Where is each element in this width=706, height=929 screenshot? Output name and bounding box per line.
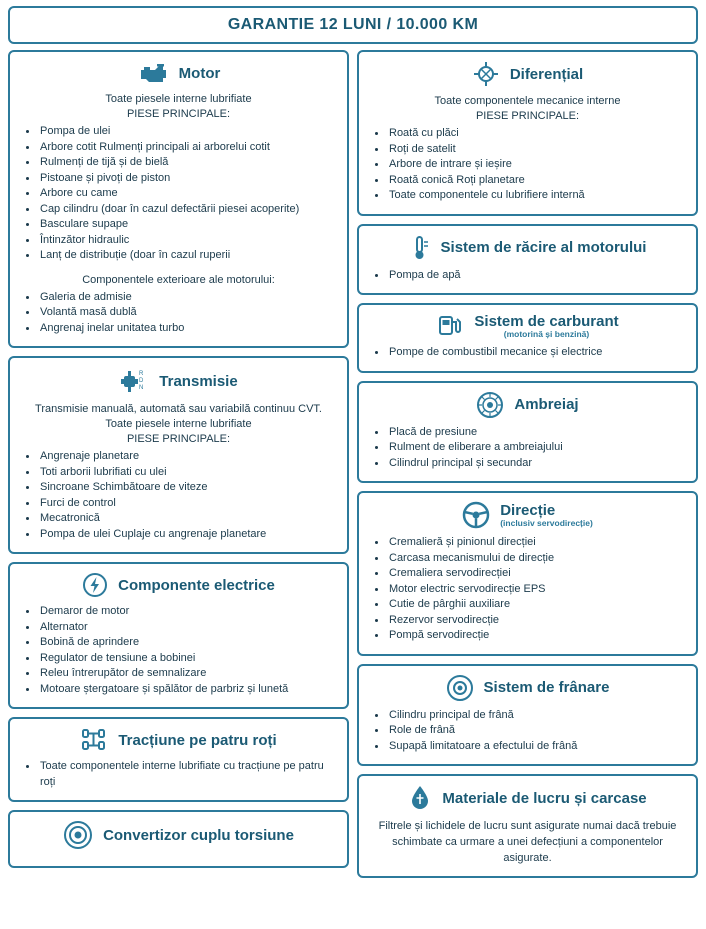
svg-text:R: R — [139, 371, 144, 377]
card-subsection: Componentele exterioare ale motorului: — [82, 273, 275, 286]
card-header — [20, 572, 337, 598]
card-header — [369, 674, 686, 702]
list-item: • Bobină de aprindere — [38, 635, 337, 651]
list-item: • Basculare supape — [38, 217, 337, 233]
card-subtitle: (motorină și benzină) — [503, 329, 590, 339]
card-convertizor-cuplu — [8, 810, 349, 868]
list-item: • Toate componentele interne lubrifiate cu tracțiune pe patru roți — [38, 759, 337, 790]
card-list — [20, 759, 337, 790]
list-item: • Carcasa mecanismului de direcție — [387, 551, 686, 567]
list-item: • Cutie de pârghii auxiliare — [387, 597, 686, 613]
thermometer-icon — [409, 234, 431, 262]
list-item: • Alternator — [38, 620, 337, 636]
card-header — [20, 366, 337, 396]
content-columns — [8, 50, 698, 878]
list-item: • Pompa de ulei Cuplaje cu angrenaje planetare — [38, 527, 337, 543]
card-title: Sistem de răcire al motorului — [440, 239, 647, 256]
card-header — [20, 820, 337, 850]
differential-icon — [472, 60, 500, 88]
card-line: Toate componentele mecanice interne — [434, 95, 621, 107]
list-item: • Pompe de combustibil mecanice și electrice — [387, 345, 686, 361]
list-item: • Releu întrerupător de semnalizare — [38, 666, 337, 682]
card-motor — [8, 50, 349, 348]
list-item: • Cilindru principal de frână — [387, 708, 686, 724]
card-title: Ambreiaj — [514, 396, 579, 413]
card-title: Tracțiune pe patru roți — [118, 731, 277, 749]
card-list — [369, 268, 686, 284]
list-item: • Arbore cu came — [38, 186, 337, 202]
torque-converter-icon — [63, 820, 93, 850]
card-title: Sistem de carburant — [474, 313, 619, 330]
steering-wheel-icon — [462, 501, 490, 529]
list-item: • Angrenaje planetare — [38, 449, 337, 465]
engine-icon — [137, 60, 169, 86]
list-item: • Toti arborii lubrifiati cu ulei — [38, 465, 337, 481]
card-title: Materiale de lucru și carcase — [442, 789, 647, 807]
card-title: Direcție — [500, 502, 556, 519]
card-line: Toate piesele interne lubrifiate — [105, 418, 252, 430]
card-list — [20, 124, 337, 264]
list-item: • Cremaliera servodirecției — [387, 566, 686, 582]
card-directie — [357, 491, 698, 656]
card-transmisie — [8, 356, 349, 554]
list-item: • Arbore cotit Rulmenți principali ai arborelui cotit — [38, 140, 337, 156]
list-item: • Roată cu plăci — [387, 126, 686, 142]
svg-text:N: N — [139, 385, 144, 391]
page-title: GARANTIE 12 LUNI / 10.000 KM — [227, 16, 479, 33]
card-line: Toate piesele interne lubrifiate — [105, 93, 252, 105]
list-item: • Cilindrul principal și secundar — [387, 456, 686, 472]
list-item: • Placă de presiune — [387, 425, 686, 441]
card-diferential — [357, 50, 698, 216]
brake-disc-icon — [446, 674, 474, 702]
fuel-pump-icon — [436, 313, 464, 339]
list-item: • Sincroane Schimbătoare de viteze — [38, 480, 337, 496]
card-list — [369, 708, 686, 755]
list-item: • Toate componentele cu lubrifiere internă — [387, 188, 686, 204]
parts-label: PIESE PRINCIPALE: — [126, 433, 231, 445]
list-item: • Rulmenți de tijă și de bielă — [38, 155, 337, 171]
card-header — [369, 784, 686, 812]
list-item: • Galeria de admisie — [38, 290, 337, 306]
card-title: Motor — [178, 64, 221, 82]
card-header — [20, 727, 337, 753]
card-list — [369, 425, 686, 472]
list-item: • Supapă limitatoare a efectului de frână — [387, 739, 686, 755]
card-sistem-racire — [357, 224, 698, 296]
list-item: • Mecatronică — [38, 511, 337, 527]
list-item: • Pompa de apă — [387, 268, 686, 284]
card-title: Convertizor cuplu torsiune — [103, 826, 294, 844]
clutch-icon — [476, 391, 504, 419]
card-title: Componente electrice — [118, 576, 275, 594]
card-componente-electrice — [8, 562, 349, 709]
list-item: • Motoare ștergatoare și spălător de parbriz și lunetă — [38, 682, 337, 698]
card-sistem-franare — [357, 664, 698, 767]
list-item: • Furci de control — [38, 496, 337, 512]
list-item: • Pistoane și pivoți de piston — [38, 171, 337, 187]
card-list — [369, 345, 686, 361]
card-header — [369, 501, 686, 529]
card-list-secondary — [20, 290, 337, 337]
list-item: • Role de frână — [387, 723, 686, 739]
list-item: • Demaror de motor — [38, 604, 337, 620]
list-item: • Lanț de distribuție (doar în cazul ruperii — [38, 248, 337, 264]
document-header — [8, 6, 698, 44]
gearbox-icon — [119, 366, 149, 396]
card-tractiune-patru-roti — [8, 717, 349, 802]
card-header — [369, 60, 686, 88]
left-column — [8, 50, 349, 868]
list-item: • Angrenaj inelar unitatea turbo — [38, 321, 337, 337]
card-title: Sistem de frânare — [483, 679, 610, 696]
list-item: • Întinzător hidraulic — [38, 233, 337, 249]
list-item: • Pompă servodirecție — [387, 628, 686, 644]
list-item: • Cremalieră și pinionul direcției — [387, 535, 686, 551]
oil-drop-icon — [408, 784, 432, 812]
card-subtitle: (inclusiv servodirecție) — [500, 518, 593, 528]
card-title: Transmisie — [159, 372, 238, 390]
card-list — [369, 535, 686, 644]
list-item: • Cap cilindru (doar în cazul defectării piesei acoperite) — [38, 202, 337, 218]
list-item: • Regulator de tensiune a bobinei — [38, 651, 337, 667]
list-item: • Motor electric servodirecție EPS — [387, 582, 686, 598]
list-item: • Volantă masă dublă — [38, 305, 337, 321]
four-wheel-drive-icon — [80, 727, 108, 753]
card-list — [369, 126, 686, 204]
svg-text:D: D — [139, 378, 144, 384]
list-item: • Arbore de intrare și ieșire — [387, 157, 686, 173]
right-column — [357, 50, 698, 878]
list-item: • Roți de satelit — [387, 142, 686, 158]
list-item: • Roată conică Roți planetare — [387, 173, 686, 189]
card-note: Filtrele și lichidele de lucru sunt asigurate numai dacă trebuie schimbate ca urmare a unei defecțiuni a componentelor asigurate. — [378, 820, 677, 864]
card-materiale-lucru — [357, 774, 698, 878]
card-list — [20, 604, 337, 697]
card-list — [20, 449, 337, 542]
card-line: Transmisie manuală, automată sau variabilă continuu CVT. — [35, 403, 322, 415]
card-ambreiaj — [357, 381, 698, 484]
card-header — [369, 391, 686, 419]
parts-label: PIESE PRINCIPALE: — [126, 108, 231, 120]
card-header — [369, 234, 686, 262]
lightning-icon — [82, 572, 108, 598]
card-sistem-carburant — [357, 303, 698, 373]
card-header — [369, 313, 686, 339]
list-item: • Pompa de ulei — [38, 124, 337, 140]
card-title: Diferențial — [509, 65, 584, 83]
list-item: • Rulment de eliberare a ambreiajului — [387, 440, 686, 456]
list-item: • Rezervor servodirecție — [387, 613, 686, 629]
card-header — [20, 60, 337, 86]
parts-label: PIESE PRINCIPALE: — [475, 110, 580, 122]
